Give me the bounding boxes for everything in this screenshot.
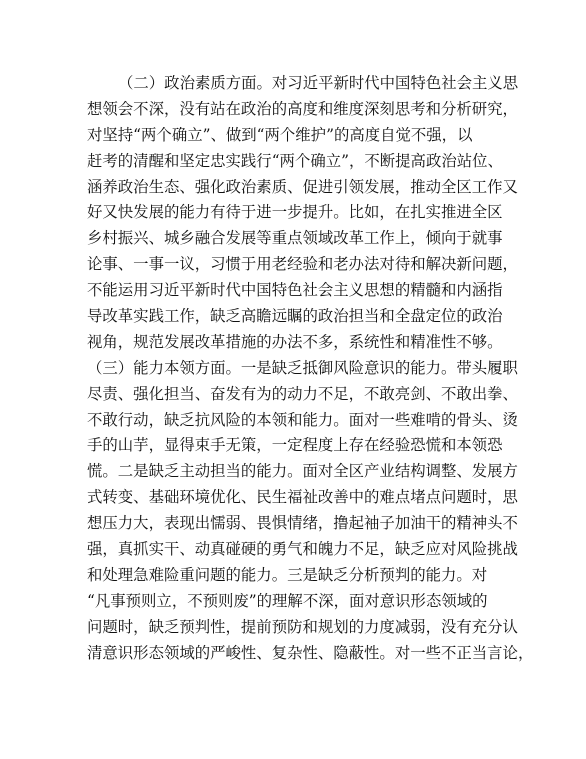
text-line: 不能运用习近平新时代中国特色社会主义思想的精髓和内涵指 — [87, 281, 503, 300]
text-line: 想领会不深，没有站在政治的高度和维度深刻思考和分析研究， — [87, 99, 518, 118]
text-line: 式转变、基础环境优化、民生福祉改善中的难点堵点问题时，思 — [87, 488, 518, 507]
text-line: 导改革实践工作，缺乏高瞻远瞩的政治担当和全盘定位的政治 — [87, 307, 503, 326]
text-line: 不敢行动，缺乏抗风险的本领和能力。面对一些难啃的骨头、烫 — [87, 410, 518, 429]
text-line: 对坚持“两个确立”、做到“两个维护”的高度自觉不强，以 — [87, 125, 473, 144]
text-line: （三）能力本领方面。一是缺乏抵御风险意识的能力。带头履职 — [87, 358, 518, 377]
text-line: 手的山芋，显得束手无策，一定程度上存在经验恐慌和本领恐 — [87, 436, 503, 455]
text-line: 强，真抓实干、动真碰硬的勇气和魄力不足，缺乏应对风险挑战 — [87, 540, 518, 559]
document-body — [87, 71, 534, 666]
text-line: 清意识形态领域的严峻性、复杂性、隐蔽性。对一些不正当言论， — [87, 643, 534, 662]
text-line: 涵养政治生态、强化政治素质、促进引领发展，推动全区工作又 — [87, 177, 518, 196]
text-line: “凡事预则立，不预则废”的理解不深，面对意识形态领域的 — [87, 591, 488, 610]
text-line: 问题时，缺乏预判性，提前预防和规划的力度减弱，没有充分认 — [87, 617, 518, 636]
text-line: 和处理急难险重问题的能力。三是缺乏分析预判的能力。对 — [87, 565, 488, 584]
text-line: 尽责、强化担当、奋发有为的动力不足，不敢亮剑、不敢出拳、 — [87, 384, 518, 403]
text-line: 想压力大，表现出懦弱、畏惧情绪，撸起袖子加油干的精神头不 — [87, 514, 518, 533]
text-line: 视角，规范发展改革措施的办法不多，系统性和精准性不够。 — [87, 332, 503, 351]
text-line: 慌。二是缺乏主动担当的能力。面对全区产业结构调整、发展方 — [87, 462, 518, 481]
text-line: 论事、一事一议，习惯于用老经验和老办法对待和解决新问题， — [87, 255, 518, 274]
text-line: 赶考的清醒和坚定忠实践行“两个确立”，不断提高政治站位、 — [87, 151, 503, 170]
text-line: 好又快发展的能力有待于进一步提升。比如，在扎实推进全区 — [87, 203, 503, 222]
text-line: （二）政治素质方面。对习近平新时代中国特色社会主义思 — [118, 74, 519, 92]
text-line: 乡村振兴、城乡融合发展等重点领域改革工作上，倾向于就事 — [87, 229, 503, 248]
